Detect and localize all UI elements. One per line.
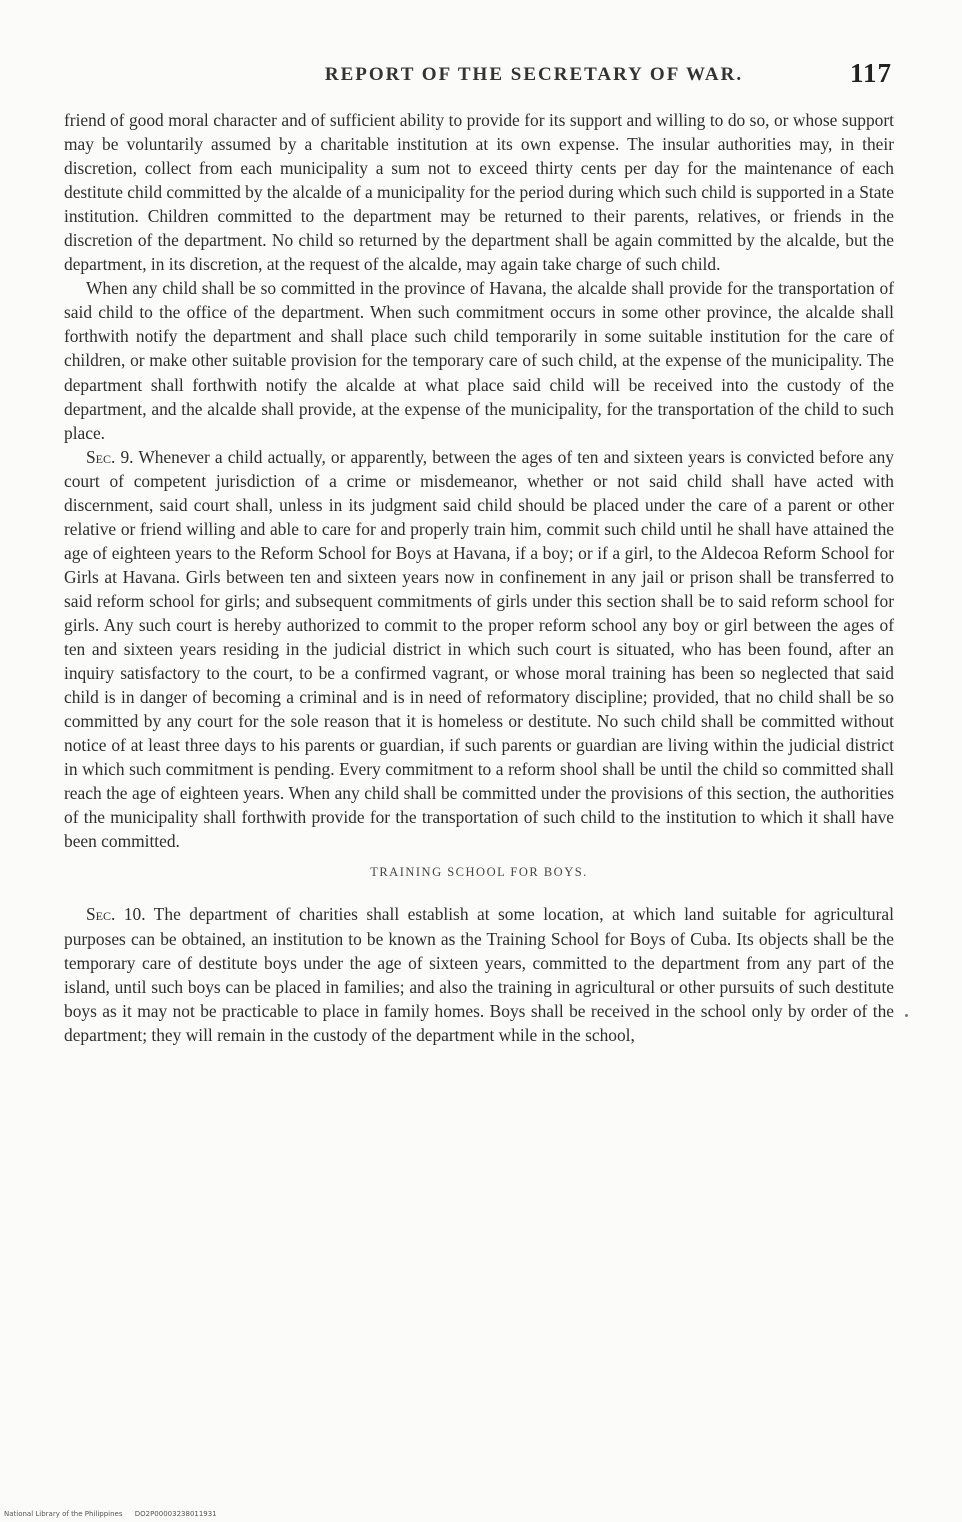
paragraph-sec-10 — [64, 902, 894, 1046]
scan-footer — [4, 1510, 227, 1518]
section-text-9: Whenever a child actually, or apparently, between the ages of ten and sixteen years is convicted before any court of competent jurisdiction of a crime or misdemeanor, whether or not said child shall have acted with discernment, said court shall, unless in its judgment said child should be placed under the care of a parent or other relative or friend willing and able to care for and properly train him, commit such child until he shall have attained the age of eighteen years to the Reform School for Boys at Havana, if a boy; or if a girl, to the Aldecoa Reform School for Girls at Havana. Girls between ten and sixteen years now in confinement in any jail or prison shall be transferred to said reform school for girls; and subsequent commitments of girls under this section shall be to said reform school for girls. Any such court is hereby authorized to commit to the proper reform school any boy or girl between the ages of ten and sixteen years residing in the judicial district in which such court is situated, who has been found, after an inquiry satisfactory to the court, to be a confirmed vagrant, or whose moral training has been so neglected that said child is in danger of becoming a criminal and is in need of reformatory discipline; provided, that no child shall be so committed by any court for the sole reason that it is homeless or destitute. No such child shall be committed without notice of at least three days to his parents or guardian, if such parents or guardian are living within the judicial district in which such commitment is pending. Every commitment to a reform shool shall be until the child so committed shall reach the age of eighteen years. When any child shall be committed under the provisions of this section, the authorities of the municipality shall forthwith provide for the transportation of such child to the institution to which it shall have been committed. — [64, 446, 894, 852]
section-heading: TRAINING SCHOOL FOR BOYS. — [370, 865, 588, 880]
footer-code: DO2P00003238011931 — [134, 1510, 217, 1518]
paragraph-sec-9 — [64, 445, 894, 854]
section-text-10: The department of charities shall establish at some location, at which land suitable for agricultural purposes can be obtained, an institution to be known as the Training School for Boys of Cuba. Its objects shall be the temporary care of destitute boys under the age of sixteen years, committed to the department from any part of the island, until such boys can be placed in families; and also the training in agricultural or other pursuits of such destitute boys as it may not be practicable to place in family homes. Boys shall be received in the school only by order of the department; they will remain in the custody of the department while in the school, — [64, 904, 894, 1045]
scan-speck — [905, 1014, 908, 1017]
section-label-10: Sec. 10. — [86, 904, 146, 925]
running-head: REPORT OF THE SECRETARY OF WAR. — [324, 64, 744, 85]
paragraph-2: When any child shall be so committed in the province of Havana, the alcalde shall provide for the transportation of said child to the office of the department. When such commitment occurs in some other province, the alcalde shall forthwith notify the department and shall place such child temporarily in some suitable institution for the care of children, or make other suitable provision for the temporary care of such child, at the expense of the municipality. The department shall forthwith notify the alcalde at what place said child will be received into the custody of the department, and the alcalde shall provide, at the expense of the municipality, for the transportation of the child to such place. — [64, 278, 894, 443]
paragraph-1: friend of good moral character and of sufficient ability to provide for its support and willing to do so, or whose support may be voluntarily assumed by a charitable institution at its own expense. The insular authorities may, in their discretion, collect from each municipality a sum not to exceed thirty cents per day for the maintenance of each destitute child committed by the alcalde of a municipality for the period during which such child is supported in a State institution. Children committed to the department may be returned to their parents, relatives, or friends in the discretion of the department. No child so returned by the department shall be again committed by the alcalde, but the department, in its discretion, at the request of the alcalde, may again take charge of such child. — [64, 110, 894, 275]
section-label-9: Sec. 9. — [86, 446, 134, 467]
page-body — [64, 108, 894, 1047]
page-number: 117 — [849, 58, 892, 88]
page-header — [64, 58, 894, 94]
footer-library: National Library of the Philippines — [4, 1510, 123, 1518]
